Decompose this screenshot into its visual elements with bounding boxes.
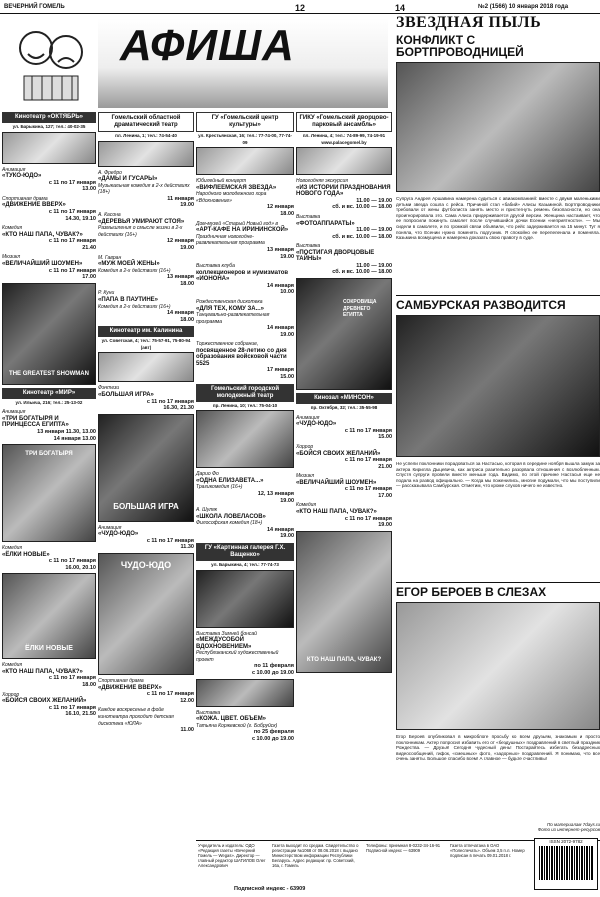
event-line: Музыкальная комедия в 2-х действиях (18+)	[98, 182, 190, 196]
event-line: 18.00	[280, 211, 294, 218]
exhibition-poster: СОКРОВИЩА ДРЕВНЕГО ЕГИПТА	[296, 278, 392, 390]
event	[98, 255, 194, 288]
event-line: с 11 по 17 января	[48, 704, 96, 711]
venue-header: Кинотеатр «ОКТЯБРЬ»	[2, 112, 96, 123]
movie-poster: ЁЛКИ НОВЫЕ	[2, 573, 96, 659]
event	[98, 170, 194, 209]
event-line: Размышления о смысле жизни в 2-х действиях (16+)	[98, 225, 183, 238]
event	[196, 710, 294, 743]
event-line: 21.40	[82, 244, 96, 251]
venue-address: ул. Ильича, 216; тел.: 25-13-02	[15, 399, 83, 405]
movie-poster: ТРИ БОГАТЫРЯ	[2, 444, 96, 542]
event-line: «КОЖА. ЦВЕТ. ОБЪЕМ»	[196, 716, 267, 723]
event-line: «ПАПА В ПАУТИНЕ»	[98, 297, 159, 303]
event-line: Анимация	[2, 409, 26, 416]
venue-address: пл. Ленина, 4; тел.: 74-89-99, 74-19-91 www.palacegomel.by	[302, 133, 386, 145]
event	[2, 545, 96, 571]
event	[2, 692, 96, 718]
event-line: Народного молодежного хора «Вдохновение»	[196, 191, 267, 204]
event-line: 11.00 — 19.00	[356, 262, 392, 269]
event-line: «ФОТОАППАРАТЫ»	[296, 220, 355, 227]
article-photo	[396, 315, 600, 457]
event-line: с 11 по 17 января	[344, 486, 392, 493]
event	[2, 196, 96, 222]
event-line: с 11 по 17 января	[344, 515, 392, 522]
article-headline: САМБУРСКАЯ РАЗВОДИТСЯ	[396, 298, 566, 312]
venue-header: Кинозал «МИНСОН»	[296, 393, 392, 404]
venue-header: ГУ «Картинная галерея Г.Х. Ващенко»	[196, 543, 294, 561]
event-line: Анимация	[98, 524, 122, 531]
event	[196, 178, 294, 217]
event	[98, 212, 194, 251]
event	[296, 178, 392, 211]
event-line: Каждое воскресенье в фойе кинотеатра проходит детская дискотека «ЮЛА»	[98, 707, 174, 727]
footer-phones: Телефоны: приемная 8-0232-34-16-91 Подписной индекс — 63909	[366, 843, 441, 853]
event	[2, 254, 96, 280]
event-line: 14 января	[166, 310, 194, 317]
page-number-right: 14	[395, 3, 406, 13]
event	[2, 167, 96, 193]
event-line: «БОЙСЯ СВОИХ ЖЕЛАНИЙ»	[296, 450, 381, 457]
event	[296, 444, 392, 470]
event	[98, 290, 194, 323]
event-line: «ЁЛКИ НОВЫЕ»	[2, 551, 50, 558]
event-line: «ДВИЖЕНИЕ ВВЕРХ»	[2, 202, 66, 209]
event	[196, 263, 294, 296]
venue-address: пр. Ленина, 10; тел.: 75-04-10	[212, 402, 278, 408]
event-line: 11.00 — 19.00	[356, 197, 392, 204]
event-line: с 11 по 17 января	[48, 558, 96, 565]
event-line: Р. Куни	[98, 290, 115, 297]
event-line: 14.30, 19.10	[65, 215, 96, 222]
event-line: 11.30	[180, 544, 194, 551]
rubric-title: ЗВЕЗДНАЯ ПЫЛЬ	[396, 14, 542, 31]
event-line: Мюзикл	[2, 254, 21, 261]
column-3	[196, 112, 294, 744]
event-line: «АРТ-КАФЕ НА ИРИНИНСКОЙ»	[196, 227, 289, 234]
footer-registration: Газета выходит по средам. Свидетельство о регистрации №1068 от 08.06.2018 г. выдано Министерством информации Республики Беларусь. Адрес редакции: пр. Советский, 16а, г. Гомель	[272, 843, 359, 868]
event-line: 19.00	[378, 522, 392, 529]
event-line: «МУЖ МОЕЙ ЖЕНЫ»	[98, 261, 160, 268]
venue-header: ГУ «Гомельский центр культуры»	[196, 112, 294, 132]
event	[296, 502, 392, 528]
event-line: 10.00	[280, 289, 294, 296]
event-line: «ТУКО-ЮДО»	[2, 173, 42, 180]
event	[98, 707, 194, 733]
event-line: «ВЕЛИЧАЙШИЙ ШОУМЕН»	[296, 479, 377, 486]
event	[98, 678, 194, 704]
event-line: А. Шуляк	[196, 507, 218, 514]
event	[2, 409, 96, 442]
event-line: «ДЛЯ ТЕХ, КОМУ ЗА...»	[196, 305, 264, 312]
event-line: с 11 по 17 января	[146, 398, 194, 405]
event-line: Комедия	[2, 662, 23, 669]
event-line: 13 января	[266, 246, 294, 253]
event-line: «ЧУДО-ЮДО»	[98, 531, 139, 538]
event-line: Трагикомедия (16+)	[196, 484, 243, 491]
event-line: Спортивная драма	[98, 678, 144, 685]
event-line: с 11 по 17 января	[48, 179, 96, 186]
newspaper-name: ВЕЧЕРНИЙ ГОМЕЛЬ	[4, 4, 65, 10]
event	[98, 385, 194, 411]
venue-address: ул. Советская, 4; тел.: 75-57-91, 75-80-94 (авт)	[101, 338, 191, 350]
event-line: 17.00	[378, 492, 392, 499]
event-line: с 11 по 17 января	[48, 267, 96, 274]
barcode-bars	[539, 846, 593, 880]
event-line: 15.00	[280, 374, 294, 381]
event	[196, 507, 294, 540]
barcode	[534, 838, 598, 890]
event	[196, 299, 294, 338]
event-line: с 11 по 17 января	[146, 691, 194, 698]
event-line: «КТО НАШ ПАПА, ЧУВАК?»	[2, 668, 83, 675]
article-photo	[396, 62, 600, 192]
event	[296, 243, 392, 276]
subscription-index: Подписной индекс - 63909	[234, 886, 306, 892]
event	[98, 525, 194, 551]
venue-header: Гомельский городской молодежный театр	[196, 384, 294, 402]
venue-address: пр. Октября, 32; тел.: 35-55-98	[310, 405, 378, 411]
event-line: Выставка	[196, 709, 221, 716]
event-line: Хоррор	[296, 443, 314, 450]
event-line: 12 января	[166, 238, 194, 245]
issue-info: №2 (1566) 10 января 2018 года	[478, 4, 569, 10]
event-line: «ДВИЖЕНИЕ ВВЕРХ»	[98, 684, 162, 691]
article-body: Егор Бероев опубликовал в микроблоге просьбу ко всем друзьям, знакомым и просто поклонникам. Актер попросил избавить его от «бездушных» поздравлений в светлый праздник Рождества. — Друзья! Сегодня чудесный день! Постарайтесь избегать безадресных видеосообщений, гифок, «смешных» фото, «задорных» поздравлений. Я понимаю, что все очень заняты. Большое спасибо всем! А главное — будьте счастливы!	[396, 734, 600, 762]
event-line: Рождественская дискотека	[196, 298, 263, 305]
event-line: 16.30, 21.30	[163, 405, 194, 412]
cinema-photo	[98, 352, 194, 382]
venue-address: ул. Барыкина, 4; тел.: 77-74-73	[211, 562, 279, 567]
event-line: посвященное 28-летию со дня образования войсковой части 5525	[196, 347, 287, 367]
event-line: «БОЛЬШАЯ ИГРА»	[98, 392, 154, 399]
theatre-masks-illustration	[6, 18, 96, 106]
event-line: 13.00	[82, 186, 96, 193]
event-line: 17.00	[82, 274, 96, 281]
event-line: 19.00	[280, 497, 294, 504]
event-line: 14 января 13.00	[53, 435, 96, 442]
movie-poster: КТО НАШ ПАПА, ЧУВАК?	[296, 531, 392, 673]
event-line: Анимация	[296, 414, 320, 421]
event-line: с 11 по 17 января	[48, 208, 96, 215]
footer-print: Газета отпечатана в ОАО «Полеспечать». Объем 3,5 п.л. Номер подписан в печать 09.01.2018 г.	[450, 843, 525, 858]
event-line: с 10.00 до 19.00	[251, 669, 294, 676]
event-line: 19.00	[280, 331, 294, 338]
event-line: «КТО НАШ ПАПА, ЧУВАК?»	[296, 509, 377, 516]
event-line: «ТРИ БОГАТЫРЯ И ПРИНЦЕССА ЕГИПТА»	[2, 415, 69, 429]
event	[296, 473, 392, 499]
event-line: с 11 по 17 января	[344, 457, 392, 463]
page-number-left: 12	[295, 3, 306, 13]
event-line: Фэнтези	[98, 385, 120, 392]
celebrity-news	[396, 14, 600, 832]
event-line: 19.00	[180, 244, 194, 251]
event-line: Торжественное собрание,	[196, 341, 259, 348]
event	[296, 415, 392, 441]
event	[196, 341, 294, 380]
event-line: А. Касона	[98, 212, 121, 219]
event-line: Новогодняя экскурсия	[296, 178, 348, 185]
event-line: 19.00	[280, 533, 294, 540]
event-line: сб. и вс. 10.00 — 18.00	[332, 269, 392, 276]
event-line: Комедия	[2, 225, 23, 232]
event-line: Комедия	[2, 545, 23, 552]
event-line: 13 января 11.30, 13.00	[37, 428, 96, 435]
column-2	[98, 112, 194, 736]
event-line: 21.00	[378, 463, 392, 470]
article-body: Не успели поклонники порадоваться за Настасью, которая в середине ноября вышла замуж за актера Кирилла Дыцевича, как актриса разительно разорвала отношения с возлюбленным. Спустя супруги провели вместе меньше года. Видимо, по этой причине Настасья еще не подала на развод официально. — Когда мы поженились, многие подумали, что мы поступили — рассказывала Самбурская. Отметим, что кроме слухов ничего не известно.	[396, 461, 600, 489]
event-line: «ПОСТИГАЯ ДВОРЦОВЫЕ ТАЙНЫ»	[296, 249, 375, 263]
event	[296, 214, 392, 240]
column-4	[296, 112, 392, 673]
event-line: Комедия	[296, 502, 317, 509]
event-line: Дарио Фо	[196, 471, 219, 478]
movie-poster: THE GREATEST SHOWMAN	[2, 283, 96, 385]
event-line: по 11 февраля	[254, 663, 294, 670]
event	[196, 631, 294, 677]
event-line: 12, 13 января	[257, 490, 294, 497]
event-line: 18.00	[180, 280, 194, 287]
event-line: «ВИФЛЕЕМСКАЯ ЗВЕЗДА»	[196, 184, 277, 191]
event-line: «КТО НАШ ПАПА, ЧУВАК?»	[2, 231, 83, 238]
culture-center-photo	[196, 147, 294, 175]
movie-poster: ЧУДО-ЮДО	[98, 553, 194, 675]
event-line: А. Фредро	[98, 169, 122, 176]
event-line: сб. и вс. 10.00 — 18.00	[332, 233, 392, 240]
event-line: сб. и вс. 10.00 — 18.00	[332, 204, 392, 211]
event-line: «ДЕРЕВЬЯ УМИРАЮТ СТОЯ»	[98, 218, 185, 225]
section-title: АФИША	[120, 21, 295, 70]
event-line: Комедия в 2-х действиях (16+)	[98, 303, 171, 310]
event-line: 16.00, 20.10	[65, 564, 96, 571]
event-line: Дом-музей «Старый Новый год» в	[196, 220, 278, 227]
theatre-photo	[196, 410, 294, 468]
article-body: Супруга Андрея Аршавина намерена судиться с авиакомпанией: вместе с двумя маленькими детьми звезда сошла с рейса. Причиной стал «бабий» Алисы Казьминой. Бортпроводники требовали от жены футболиста занять место и пристегнуть ремень безопасности, но она проигнорировала это. Сама Алиса придерживается другой версии. Женщина настаивает, что ее попросили покинуть самолет после случившийся дочки Есении «неприятности». — Мы сидели в самолете, и по громкой связи объявили, что рейс задерживается на 15 минут. Тут я поняла, что Есении нужно поменять подгузник. Я спокойно ее перепеленала и поменяла. Казьмина возмущена и намерена доказать свою правоту в суде.	[396, 196, 600, 241]
event-line: М. Гавран	[98, 254, 122, 261]
event-line: 11 января	[167, 195, 194, 202]
footer-publisher: Учредитель и издатель: ОДО «Редакция газеты «Вечерний Гомель — Wegas». Директор — главный редактор ШАТИЛОВ Олег Александрович	[198, 843, 266, 868]
movie-poster: БОЛЬШАЯ ИГРА	[98, 414, 194, 522]
venue-header: Кинотеатр им. Калинина	[98, 326, 194, 337]
event-line: Анимация	[2, 166, 26, 173]
event-line: 18.00	[82, 682, 96, 689]
event-line: 11.00 — 19.00	[356, 227, 392, 234]
event-line: 19.00	[280, 253, 294, 260]
cinema-photo	[2, 132, 96, 164]
gallery-photo	[196, 570, 294, 628]
event-line: «ДАМЫ И ГУСАРЫ»	[98, 176, 158, 183]
event-line: 17 января	[266, 367, 294, 374]
event-line: 13 января	[166, 274, 194, 281]
event-line: с 11 по 17 января	[48, 675, 96, 682]
event-line: 15.00	[378, 434, 392, 441]
venue-address: ул. Барыкина, 127; тел.: 40-02-35	[12, 124, 86, 129]
event-line: «ШКОЛА ЛОВЕЛАСОВ»	[196, 513, 266, 520]
event-line: «ИЗ ИСТОРИИ ПРАЗДНОВАНИЯ НОВОГО ГОДА»	[296, 184, 391, 198]
issn-label: ISSN 2072-9782	[549, 839, 583, 844]
event-line: 16.10, 21.50	[65, 711, 96, 718]
event-line: Татьяна Коржевской (г. Бобруйск)	[196, 722, 278, 729]
article-photo	[396, 602, 600, 730]
event-line: Мюзикл	[296, 473, 315, 480]
event-line: с 10.00 до 19.00	[251, 735, 294, 742]
theatre-photo	[98, 141, 194, 167]
event-line: «ЧУДО-ЮДО»	[296, 421, 337, 428]
event	[196, 221, 294, 260]
event-line: Философская комедия (18+)	[196, 520, 263, 527]
venue-address: пл. Ленина, 1; тел.: 74-54-40	[115, 133, 177, 138]
exhibition-photo	[196, 679, 294, 707]
event-line: 14 января	[266, 325, 294, 332]
event-line: Хоррор	[2, 691, 20, 698]
event-line: Комедия в 2-х действиях (16+)	[98, 267, 171, 274]
venue-header: ГИКУ «Гомельский дворцово-парковый ансамбль»	[296, 112, 392, 132]
event-line: Выставка	[296, 213, 321, 220]
event	[2, 662, 96, 688]
event-line: 11.00	[180, 727, 194, 734]
event-line: по 25 февраля	[253, 729, 294, 736]
column-1	[2, 112, 96, 720]
event-line: Выставка Зимней бонсай	[196, 630, 257, 637]
venue-header: Гомельский областной драматический театр	[98, 112, 194, 132]
article-headline: ЕГОР БЕРОЕВ В СЛЕЗАХ	[396, 585, 547, 599]
event-line: Спортивная драма	[2, 195, 48, 202]
event-line: 14 января	[266, 282, 294, 289]
event-line: 18.00	[180, 316, 194, 323]
event-line: Выставка	[296, 243, 321, 250]
event-line: «МЕЖДУСОБОЙ ВДОХНОВЕНИЕМ»	[196, 637, 252, 650]
event-line: 12 января	[266, 204, 294, 211]
event-line: Юбилейный концерт	[196, 178, 247, 185]
event-line: Выставка клуба	[196, 263, 235, 270]
event-line: «БОЙСЯ СВОИХ ЖЕЛАНИЙ»	[2, 698, 87, 705]
event-line: «ВЕЛИЧАЙШИЙ ШОУМЕН»	[2, 261, 83, 268]
venue-address: ул. Крестьянская, 16; тел.: 77-74-00, 77-74-09	[198, 133, 292, 145]
event-line: «ОДНА ЕЛИЗАВЕТА...»	[196, 477, 264, 484]
event-line: с 11 по 17 января	[344, 427, 392, 434]
article-headline: КОНФЛИКТ С БОРТПРОВОДНИЦЕЙ	[396, 33, 524, 59]
event-line: с 11 по 17 января	[48, 238, 96, 245]
event	[2, 225, 96, 251]
photo-credit: Фото из интернет-ресурсов	[537, 827, 600, 832]
event-line: 12.00	[180, 697, 194, 704]
event-line: 19.00	[180, 202, 194, 209]
venue-header: Кинотеатр «МИР»	[2, 388, 96, 399]
event-line: Праздничная новогодне-развлекательная программа	[196, 233, 265, 247]
event-line: Республиканский художественный проект	[196, 650, 279, 663]
event	[196, 471, 294, 504]
palace-photo	[296, 147, 392, 175]
event-line: коллекционеров и нумизматов «ИОНОНА»	[196, 269, 289, 283]
event-line: с 11 по 17 января	[146, 537, 194, 544]
source-credit: По материалам 7days.ru	[547, 822, 600, 827]
event-line: Танцевально-развлекательная программа	[196, 312, 270, 325]
event-line: 14 января	[266, 526, 294, 533]
